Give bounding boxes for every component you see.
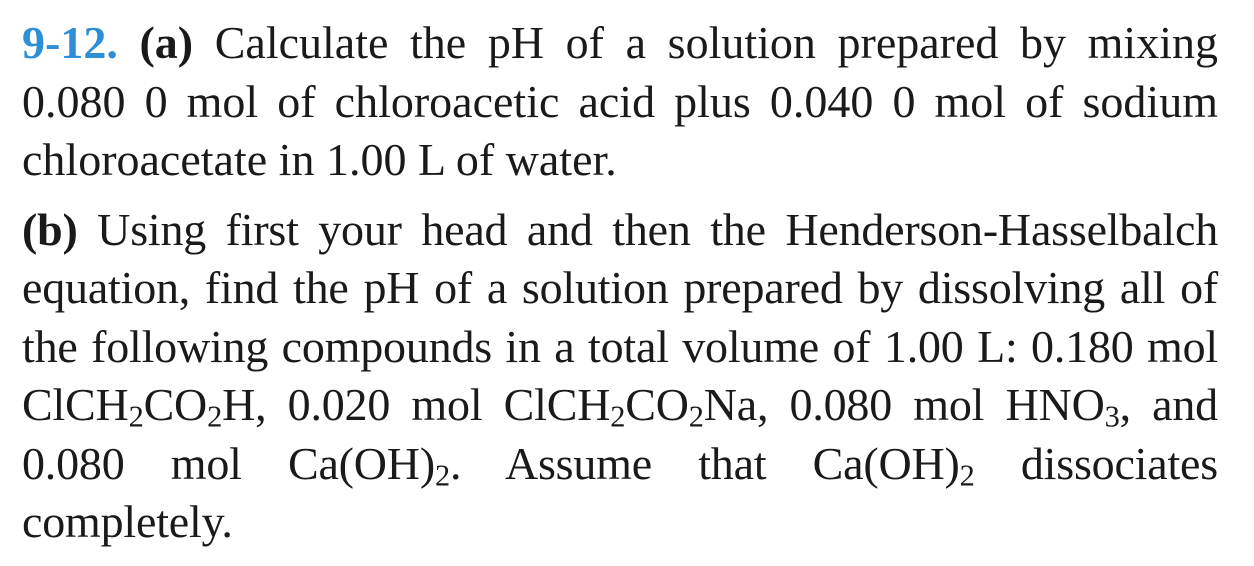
- formula-text: CO: [625, 379, 689, 430]
- formula-text: , and 0.080 mol Ca(OH): [22, 379, 1218, 489]
- subscript: 2: [128, 399, 144, 434]
- part-b-intro: Using first your head and then the Henderson-Hasselbalch equation, find the pH of a solution prepared by dissolving all of the following compounds in a total volume of 1.00 L: 0.180 mol ClCH: [22, 203, 1218, 430]
- subscript: 2: [610, 399, 626, 434]
- subscript: 3: [1104, 399, 1120, 434]
- formula-text: CO: [143, 379, 208, 430]
- part-b-label: (b): [22, 203, 78, 255]
- formula-text: Na, 0.080 mol HNO: [703, 379, 1105, 430]
- formula-text: . Assume that Ca(OH): [449, 437, 960, 489]
- subscript: 2: [688, 399, 704, 434]
- part-a-label: (a): [139, 17, 194, 68]
- subscript: 2: [207, 399, 223, 434]
- part-a-text: Calculate the pH of a solution prepared by mixing 0.080 0 mol of chloroacetic acid plus 0.040 0 mol of sodium chloroacetate in 1.00 L of water.: [22, 17, 1218, 185]
- formula-text: H, 0.020 mol ClCH: [222, 379, 611, 430]
- subscript: 2: [959, 458, 975, 493]
- subscript: 2: [434, 458, 450, 493]
- problem-number: 9-12.: [22, 17, 118, 68]
- part-a-paragraph: [22, 14, 1218, 190]
- part-b-paragraph: [22, 201, 1218, 552]
- part-b-ending: dissociates completely.: [22, 437, 1218, 547]
- problem-9-12: [22, 14, 1218, 552]
